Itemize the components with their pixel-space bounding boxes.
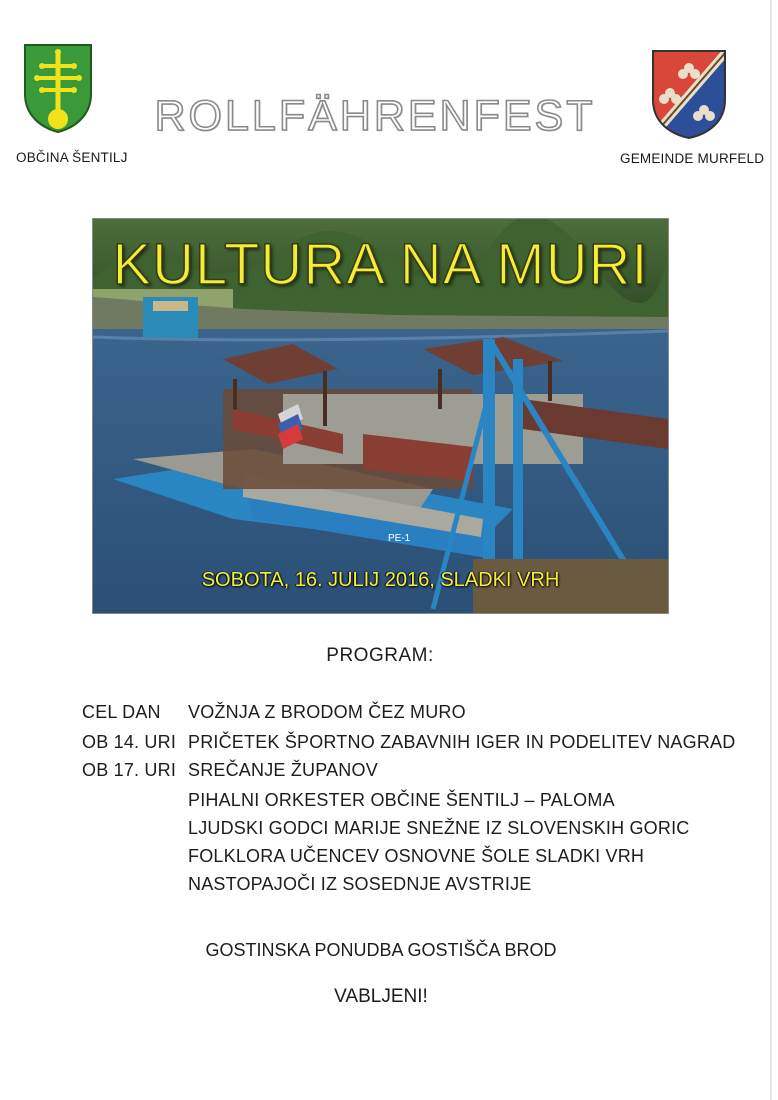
invitation: VABLJENI! xyxy=(334,986,428,1007)
program-activity: NASTOPAJOČI IZ SOSEDNJE AVSTRIJE xyxy=(188,874,532,894)
sentilj-caption: OBČINA ŠENTILJ xyxy=(16,150,128,165)
photo-headline: KULTURA NA MURI xyxy=(112,232,649,297)
program-heading: PROGRAM: xyxy=(326,645,434,666)
program-time: OB 17. URI xyxy=(82,760,177,780)
program-activity: VOŽNJA Z BRODOM ČEZ MURO xyxy=(188,702,466,722)
boat-registration-label: PE-1 xyxy=(388,533,411,544)
program-activity: PIHALNI ORKESTER OBČINE ŠENTILJ – PALOMA xyxy=(188,790,615,810)
program-activity: SREČANJE ŽUPANOV xyxy=(188,760,378,780)
sentilj-coat-of-arms-icon xyxy=(22,42,94,134)
murfeld-coat-of-arms-icon xyxy=(650,48,728,140)
program-activity: LJUDSKI GODCI MARIJE SNEŽNE IZ SLOVENSKIH GORIC xyxy=(188,818,690,838)
program-activity: FOLKLORA UČENCEV OSNOVNE ŠOLE SLADKI VRH xyxy=(188,846,645,866)
ferry-photo xyxy=(92,218,669,614)
event-title: ROLLFÄHRENFEST xyxy=(154,92,596,140)
hospitality-note: GOSTINSKA PONUDBA GOSTIŠČA BROD xyxy=(205,940,557,960)
event-date: SOBOTA, 16. JULIJ 2016, SLADKI VRH xyxy=(201,569,560,591)
program-time: OB 14. URI xyxy=(82,732,177,752)
page-edge xyxy=(770,0,772,1100)
program-time: CEL DAN xyxy=(82,702,161,722)
murfeld-caption: GEMEINDE MURFELD xyxy=(620,151,765,166)
program-activity: PRIČETEK ŠPORTNO ZABAVNIH IGER IN PODELITEV NAGRAD xyxy=(188,732,736,752)
